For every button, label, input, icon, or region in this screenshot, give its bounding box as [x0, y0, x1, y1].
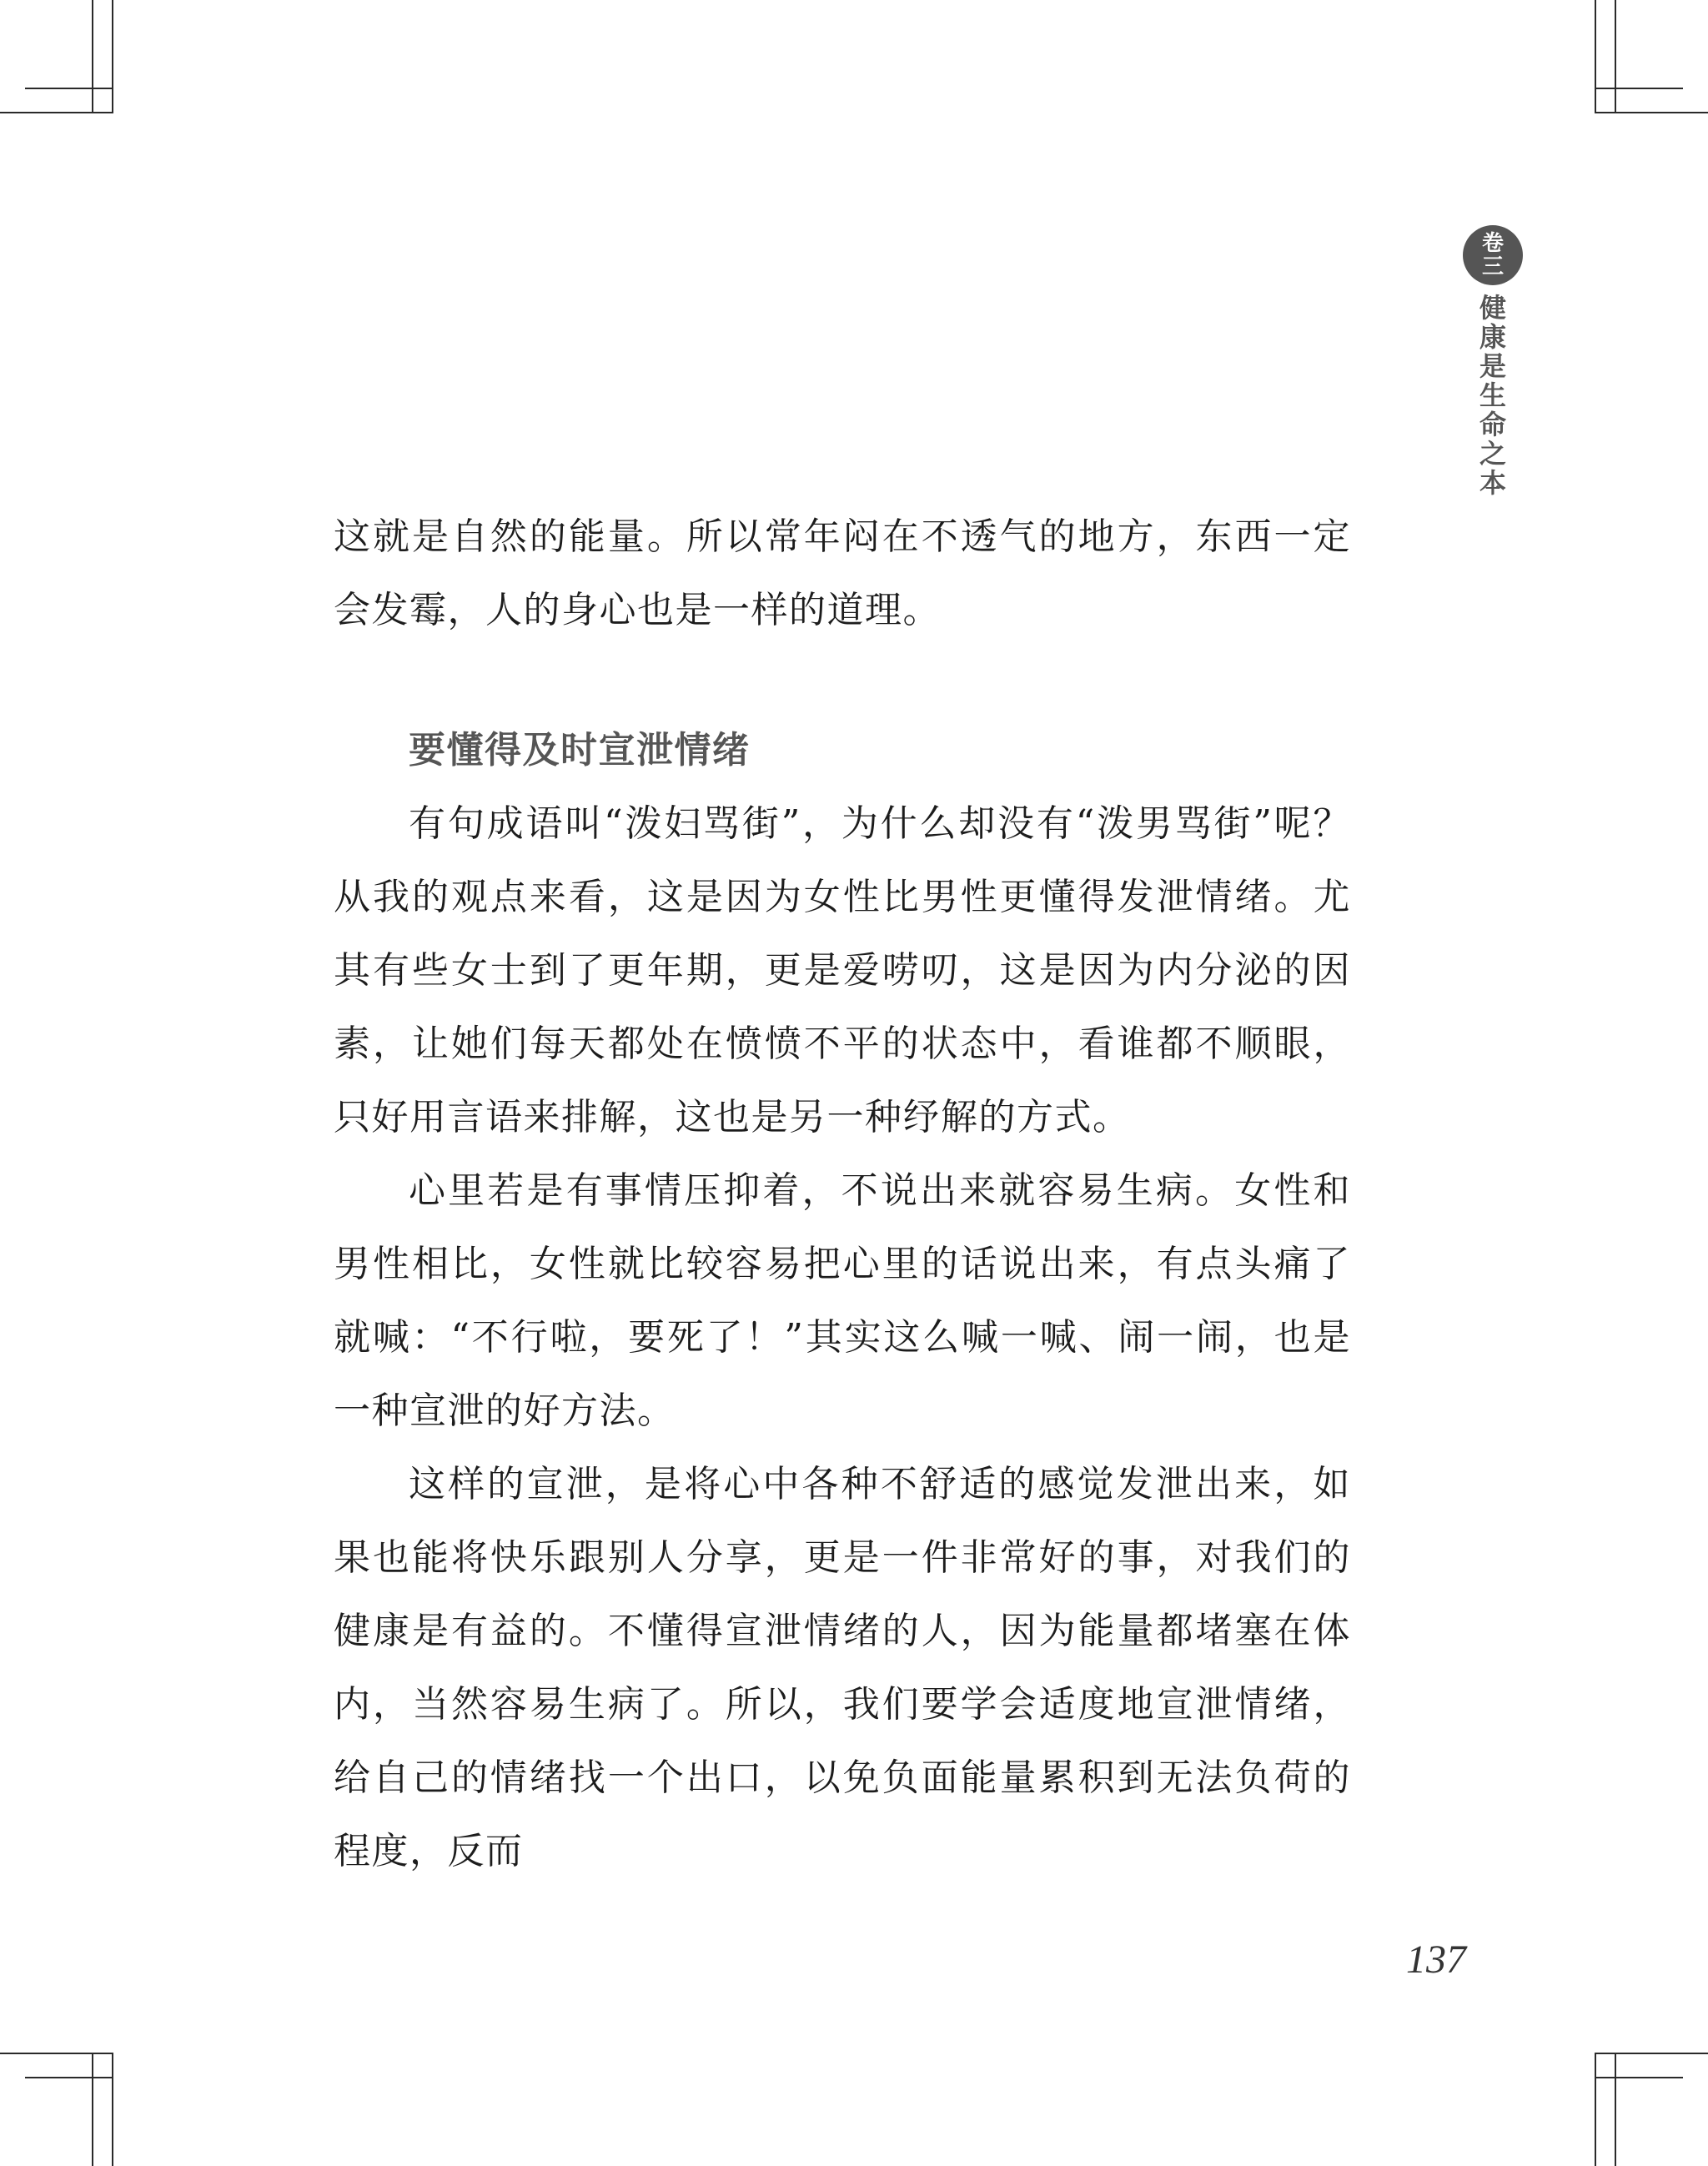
page-body [334, 500, 1351, 1888]
crop-mark [112, 2053, 113, 2166]
crop-mark [112, 0, 113, 113]
chapter-side-tab [1459, 225, 1526, 498]
crop-mark [1595, 0, 1596, 113]
paragraph: 心里若是有事情压抑着，不说出来就容易生病。女性和男性相比，女性就比较容易把心里的话说出来，有点头痛了就喊：“不行啦，要死了！”其实这么喊一喊、闹一闹，也是一种宣泄的好方法。 [334, 1169, 1351, 1432]
section-title-char: 健 [1479, 292, 1506, 324]
crop-mark [1595, 112, 1708, 113]
page-number: 137 [1406, 1937, 1466, 1982]
crop-mark [92, 0, 93, 113]
crop-mark [1595, 88, 1683, 89]
crop-mark [1615, 2053, 1616, 2166]
section-title-char: 命 [1479, 409, 1506, 440]
crop-mark [1595, 2053, 1596, 2166]
section-title-vertical [1459, 294, 1526, 498]
section-title-char: 康 [1479, 321, 1506, 353]
volume-badge [1463, 225, 1523, 285]
volume-label-char: 卷 [1481, 231, 1504, 256]
paragraph: 有句成语叫“泼妇骂街”，为什么却没有“泼男骂街”呢？从我的观点来看，这是因为女性比男性更懂得发泄情绪。尤其有些女士到了更年期，更是爱唠叨，这是因为内分泌的因素，让她们每天都处在愤愤不平的状态中，看谁都不顺眼，只好用言语来排解，这也是另一种纾解的方式。 [334, 802, 1351, 1138]
section-title-char: 生 [1479, 379, 1506, 411]
section-title-char: 是 [1479, 350, 1506, 382]
section-title-char: 本 [1479, 467, 1506, 499]
section-title-char: 之 [1479, 438, 1506, 470]
crop-mark [25, 88, 113, 89]
section-gap [334, 647, 1351, 714]
crop-mark [92, 2053, 93, 2166]
section-heading: 要懂得及时宣泄情绪 [409, 729, 751, 771]
crop-mark [0, 112, 113, 113]
crop-mark [0, 2053, 113, 2054]
paragraph: 这就是自然的能量。所以常年闷在不透气的地方，东西一定会发霉，人的身心也是一样的道理。 [334, 515, 1351, 631]
crop-mark [25, 2077, 113, 2078]
crop-mark [1615, 0, 1616, 113]
volume-label-char: 三 [1481, 254, 1504, 279]
crop-mark [1595, 2053, 1708, 2054]
paragraph: 这样的宣泄，是将心中各种不舒适的感觉发泄出来，如果也能将快乐跟别人分享，更是一件非常好的事，对我们的健康是有益的。不懂得宣泄情绪的人，因为能量都堵塞在体内，当然容易生病了。所以，我们要学会适度地宣泄情绪，给自己的情绪找一个出口，以免负面能量累积到无法负荷的程度，反而 [334, 1463, 1351, 1872]
crop-mark [1595, 2077, 1683, 2078]
